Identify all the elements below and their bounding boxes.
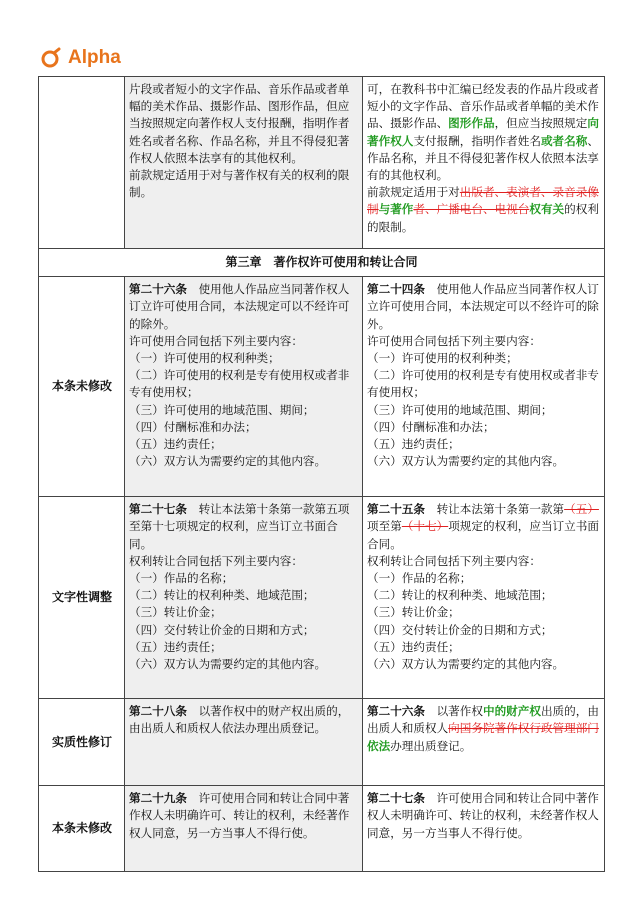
- new-text-cell: 第二十四条 使用他人作品应当同著作权人订立许可使用合同，本法规定可以不经许可的除外。 许可使用合同包括下列主要内容： （一）许可使用的权利种类； （二）许可使用的权利是专有使用权或者非专有使用权； （三）许可使用的地域范围、期间； （四）付酬标准和办法； （五）违约责任； （六）双方认为需要约定的其他内容。: [363, 277, 605, 497]
- new-text-cell: 第二十五条 转让本法第十条第一款第（五）项至第（十七）项规定的权利，应当订立书面合同。 权利转让合同包括下列主要内容： （一）作品的名称； （二）转让的权利种类、地域范围； （三）转让价金； （四）交付转让价金的日期和方式； （五）违约责任； （六）双方认为需要约定的其他内容。: [363, 497, 605, 699]
- change-type-label: 本条未修改: [39, 277, 125, 497]
- table-row: [39, 277, 605, 497]
- alpha-logo-text: Alpha: [68, 47, 121, 68]
- article-number: 第二十九条: [129, 791, 187, 806]
- table-row: [39, 699, 605, 786]
- old-paragraph: 片段或者短小的文字作品、音乐作品或者单幅的美术作品、摄影作品、图形作品，但应当按照规定向著作权人支付报酬，指明作者姓名或者名称、作品名称，并且不得侵犯著作权人依照本法享有的其他权利。: [129, 82, 350, 165]
- article-number: 第二十六条: [367, 704, 425, 719]
- new-paragraph: 前款规定适用于对出版者、表演者、录音录像制与著作者、广播电台、电视台权有关的权利的限制。: [367, 185, 599, 234]
- article-number: 第二十八条: [129, 704, 187, 719]
- chapter-title: 第三章 著作权许可使用和转让合同: [39, 249, 605, 277]
- old-paragraph: 前款规定适用于对与著作权有关的权利的限制。: [129, 168, 350, 200]
- change-type-label: 文字性调整: [39, 497, 125, 699]
- article-number: 第二十七条: [129, 502, 187, 517]
- table-row: [39, 497, 605, 699]
- new-text-cell: [363, 77, 605, 249]
- old-text-cell: 第二十九条 许可使用合同和转让合同中著作权人未明确许可、转让的权利，未经著作权人同意，另一方当事人不得行使。: [125, 786, 363, 872]
- chapter-row: [39, 249, 605, 277]
- article-number: 第二十五条: [367, 502, 425, 517]
- alpha-logo-icon: [40, 47, 62, 69]
- old-text-cell: 第二十七条 转让本法第十条第一款第五项至第十七项规定的权利，应当订立书面合同。 权利转让合同包括下列主要内容： （一）作品的名称； （二）转让的权利种类、地域范围； （三）转让价金； （四）交付转让价金的日期和方式； （五）违约责任； （六）双方认为需要约定的其他内容。: [125, 497, 363, 699]
- table-row: [39, 786, 605, 872]
- change-type-label: 本条未修改: [39, 786, 125, 872]
- table-row: [39, 77, 605, 249]
- comparison-table: [38, 76, 605, 872]
- new-text-cell: 第二十七条 许可使用合同和转让合同中著作权人未明确许可、转让的权利，未经著作权人同意，另一方当事人不得行使。: [363, 786, 605, 872]
- old-text-cell: [125, 77, 363, 249]
- label-cell: [39, 77, 125, 249]
- new-text-cell: 第二十六条 以著作权中的财产权出质的，由出质人和质权人向国务院著作权行政管理部门依法办理出质登记。: [363, 699, 605, 786]
- article-number: 第二十七条: [367, 791, 425, 806]
- alpha-logo: [40, 47, 121, 69]
- old-text-cell: 第二十八条 以著作权中的财产权出质的，由出质人和质权人依法办理出质登记。: [125, 699, 363, 786]
- article-number: 第二十四条: [367, 282, 425, 297]
- new-paragraph: 可，在教科书中汇编已经发表的作品片段或者短小的文字作品、音乐作品或者单幅的美术作品、摄影作品、图形作品，但应当按照规定向著作权人支付报酬，指明作者姓名或者名称、作品名称，并且不得侵犯著作权人依照本法享有的其他权利。: [367, 82, 599, 183]
- article-number: 第二十六条: [129, 282, 187, 297]
- old-text-cell: 第二十六条 使用他人作品应当同著作权人订立许可使用合同，本法规定可以不经许可的除外。 许可使用合同包括下列主要内容： （一）许可使用的权利种类； （二）许可使用的权利是专有使用权或者非专有使用权； （三）许可使用的地域范围、期间； （四）付酬标准和办法； （五）违约责任； （六）双方认为需要约定的其他内容。: [125, 277, 363, 497]
- change-type-label: 实质性修订: [39, 699, 125, 786]
